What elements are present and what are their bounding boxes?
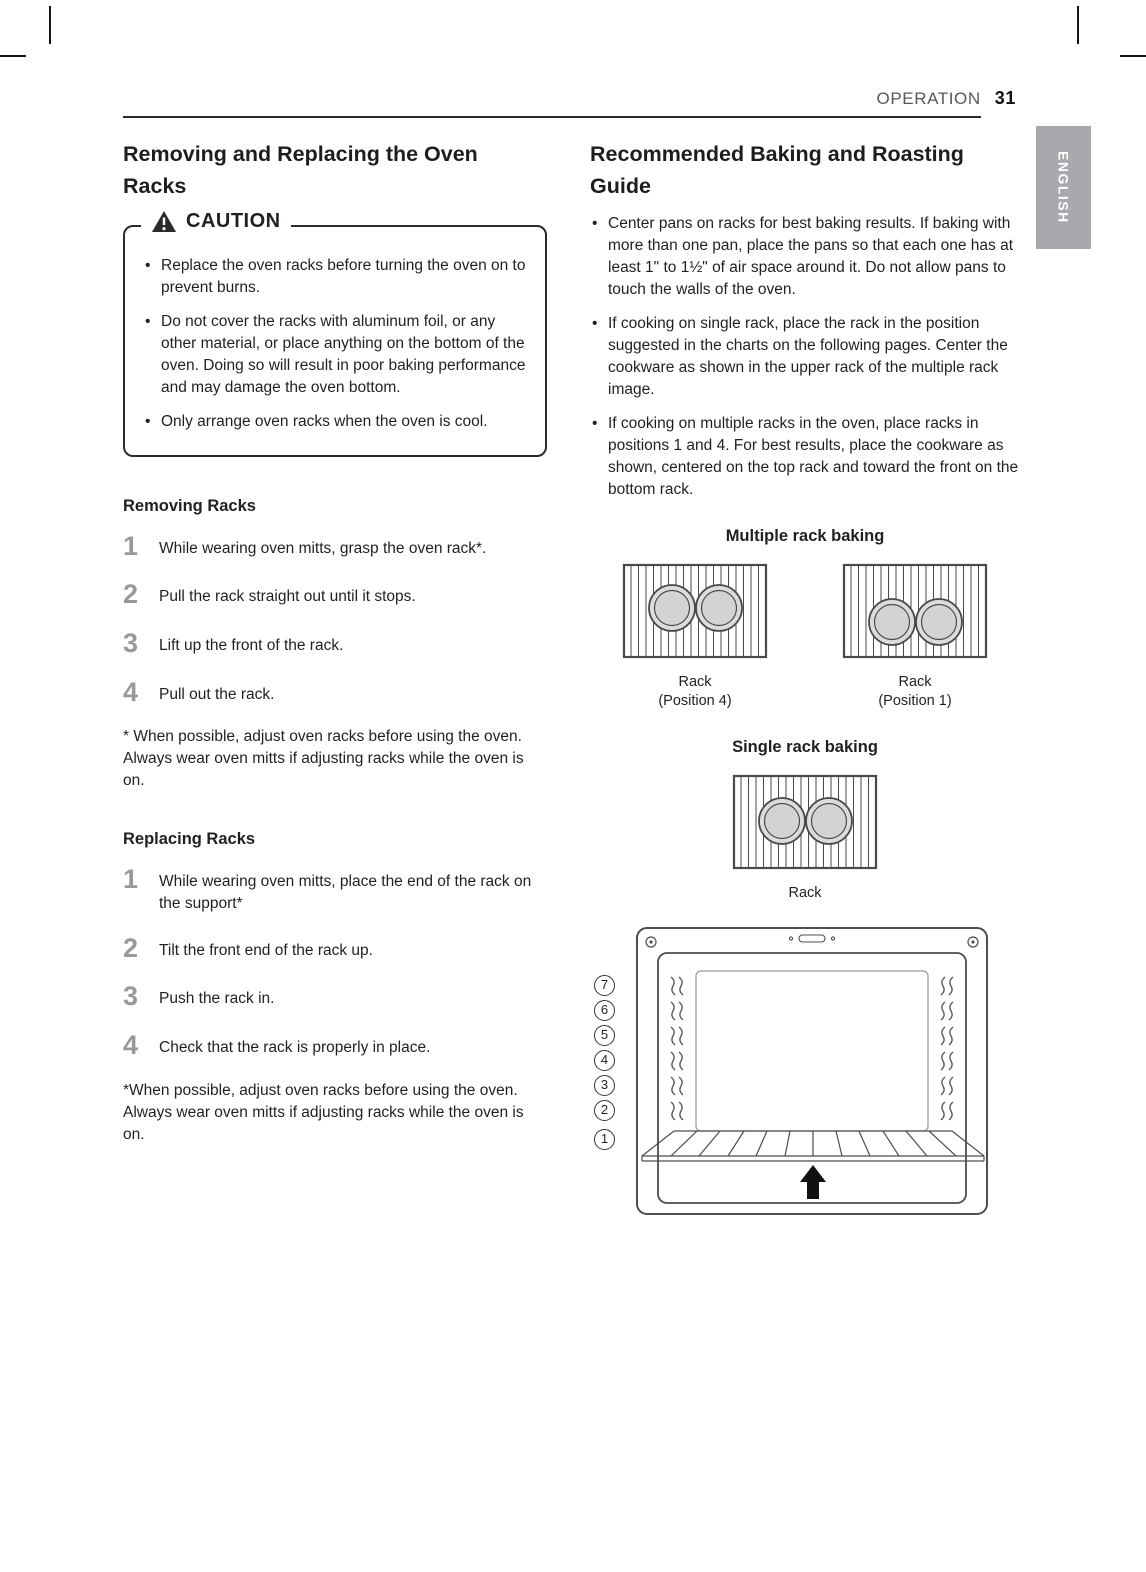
replacing-racks-heading: Replacing Racks	[123, 830, 256, 849]
rack-figure-position-1	[840, 562, 990, 712]
multiple-rack-heading: Multiple rack baking	[725, 526, 885, 545]
oven-cavity-image	[634, 925, 990, 1217]
rack-figure-position-4	[620, 562, 770, 712]
rack-grid-image	[620, 562, 770, 662]
rack-position-badge-4: 4	[594, 1050, 615, 1071]
language-tab: ENGLISH	[1036, 126, 1091, 249]
header-section-label: OPERATION	[876, 89, 981, 108]
single-rack-caption: Rack	[788, 884, 822, 901]
rack-grid-image	[840, 562, 990, 662]
left-column	[123, 138, 547, 1146]
step-text: Push the rack in.	[159, 990, 275, 1008]
replacing-step	[123, 865, 547, 914]
removing-step	[123, 678, 547, 708]
right-section-title: Recommended Baking and Roasting Guide	[590, 142, 964, 199]
rack-position-badge-6: 6	[594, 1000, 615, 1021]
guide-bullet: • If cooking on single rack, place the rack in the position suggested in the charts on the following pages. Center the cookware as shown in the upper rack of the multiple rack image.	[590, 313, 1020, 401]
step-number: 1	[123, 530, 139, 561]
rack-caption-line1: Rack	[898, 673, 932, 690]
left-section-title: Removing and Replacing the Oven Racks	[123, 142, 478, 199]
guide-bullet: • Center pans on racks for best baking results. If baking with more than one pan, place the pans so that each one has at least 1" to 1½" of air space around it. Do not allow pans to touch the walls of the oven.	[590, 213, 1020, 301]
step-number: 4	[123, 676, 139, 707]
rack-caption-line2: (Position 1)	[878, 693, 952, 710]
crop-mark-top-left	[49, 6, 51, 44]
rack-caption-line2: (Position 4)	[658, 693, 732, 710]
caution-item: • Only arrange oven racks when the oven is cool.	[143, 411, 533, 433]
replacing-note: *When possible, adjust oven racks before using the oven. Always wear oven mitts if adjusting racks while the oven is on.	[123, 1081, 524, 1143]
step-text: While wearing oven mitts, place the end of the rack on the support*	[159, 873, 532, 912]
rack-position-badge-1: 1	[594, 1129, 615, 1150]
crop-mark-top-right	[1077, 6, 1079, 44]
rack-caption	[620, 673, 770, 712]
step-number: 2	[123, 932, 139, 963]
rack-position-badge-5: 5	[594, 1025, 615, 1046]
step-text: While wearing oven mitts, grasp the oven rack*.	[159, 539, 487, 557]
rack-caption-line1: Rack	[678, 673, 712, 690]
crop-mark-right	[1120, 55, 1146, 57]
crop-mark-left	[0, 55, 26, 57]
rack-position-badge-3: 3	[594, 1075, 615, 1096]
rack-position-badge-2: 2	[594, 1100, 615, 1121]
warning-triangle-icon	[151, 210, 177, 233]
removing-step	[123, 629, 547, 659]
right-column	[590, 138, 1020, 1223]
page-number: 31	[994, 88, 1016, 108]
multiple-rack-figures	[590, 562, 1020, 712]
removing-racks-heading: Removing Racks	[123, 496, 256, 515]
caution-list	[143, 255, 533, 433]
replacing-step	[123, 1031, 547, 1061]
rack-caption	[840, 673, 990, 712]
single-rack-heading: Single rack baking	[732, 737, 878, 756]
rack-position-badge-7: 7	[594, 975, 615, 996]
replacing-step	[123, 934, 547, 964]
step-number: 2	[123, 579, 139, 610]
guide-bullet: • If cooking on multiple racks in the oven, place racks in positions 1 and 4. For best results, place the cookware as shown, centered on the top rack and toward the front on the bottom rack.	[590, 413, 1020, 501]
caution-box	[123, 209, 547, 457]
replacing-step	[123, 982, 547, 1012]
caution-label	[141, 210, 291, 233]
step-number: 3	[123, 981, 139, 1012]
step-number: 4	[123, 1030, 139, 1060]
page-header	[877, 88, 1017, 109]
oven-position-diagram	[590, 925, 1020, 1223]
removing-step	[123, 580, 547, 610]
step-text: Tilt the front end of the rack up.	[159, 941, 373, 959]
step-text: Check that the rack is properly in place.	[159, 1039, 431, 1056]
caution-item: • Replace the oven racks before turning the oven on to prevent burns.	[143, 255, 533, 299]
step-text: Lift up the front of the rack.	[159, 636, 344, 654]
caution-label-text: CAUTION	[186, 209, 281, 232]
step-number: 3	[123, 627, 139, 658]
single-rack-figure	[590, 773, 1020, 904]
step-text: Pull out the rack.	[159, 685, 275, 703]
rack-grid-image	[730, 773, 880, 873]
caution-item: • Do not cover the racks with aluminum foil, or any other material, or place anything on the bottom of the oven. Doing so will result in poor baking performance and may damage the oven bottom.	[143, 311, 533, 399]
step-number: 1	[123, 864, 139, 895]
guide-bullet-list	[590, 213, 1020, 501]
removing-note: * When possible, adjust oven racks before using the oven. Always wear oven mitts if adjusting racks while the oven is on.	[123, 728, 524, 790]
removing-step	[123, 532, 547, 562]
step-text: Pull the rack straight out until it stops.	[159, 588, 416, 606]
header-rule	[123, 116, 981, 118]
